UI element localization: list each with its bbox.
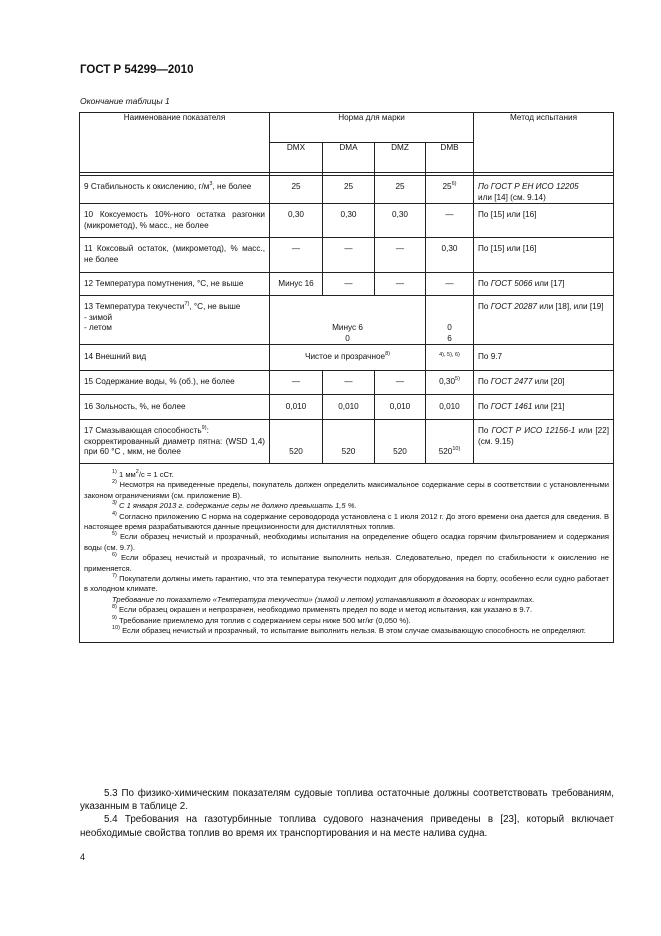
grade-dma: DMA (323, 143, 375, 173)
table-row: 12 Температура помутнения, °С, не выше Минус 16 — — — По ГОСТ 5066 или [17] (80, 272, 614, 296)
note-7: $^{7)}$ Покупатели должны иметь гарантию, что эта температура текучести подходит для оборудования на борту, особенно если судно работает в холодном климате. (84, 572, 610, 594)
table-row: 14 Внешний вид Чистое и прозрачное$^{8)}$ 4), 5), 6) По 9.7 (80, 345, 614, 371)
header-norm: Норма для марки (270, 113, 474, 143)
table-row: 10 Коксуемость 10%-ного остатка разгонки (микрометод), % масс., не более 0,30 0,30 0,30 — По [15] или [16] (80, 204, 614, 238)
note-4: $^{4)}$ Согласно приложению С норма на содержание сероводорода установлена с 1 июля 2012 г. До этого времени она дается для сведения. В настоящее время разрабатываются данные прецизионности для дистиллятных топлив. (84, 510, 610, 531)
note-9: $^{9)}$ Требование приемлемо для топлив с содержанием серы ниже 500 мг/кг (0,050 %). (112, 614, 411, 625)
grade-dmz: DMZ (375, 143, 426, 173)
document-id: ГОСТ Р 54299—2010 (80, 64, 194, 76)
table-row: 16 Зольность, %, не более 0,010 0,010 0,010 0,010 По ГОСТ 1461 или [21] (80, 394, 614, 420)
table-row: 13 Температура текучести$^{7)}$, °С, не выше - зимой - летом Минус 6 0 0 6 По ГОСТ 20287 или [18], или [19] (80, 296, 614, 345)
specs-table (79, 112, 614, 643)
paragraph-5-4: 5.4 Требования на газотурбинные топлива судового назначения приведены в [23], который включает необходимые свойства топлив во время их транспортирования и на месте налива судна. (80, 814, 614, 839)
note-2: $^{2)}$ Несмотря на приведенные пределы, покупатель должен определить максимальное содержание серы в соответствии с установленными законом ограничениями (см. приложение В). (84, 479, 610, 500)
note-1: $^{1)}$ 1 $мм^2/с = 1$ сСт. (112, 468, 174, 479)
note-3: $^{3)}$ С 1 января 2013 г. содержание серы не должно превышать 1,5 %. (112, 500, 357, 511)
header-indicator-name: Наименование показателя (80, 113, 270, 173)
table-caption: Окончание таблицы 1 (80, 96, 170, 106)
note-7-extra: Требование по показателю «Температура текучести» (зимой и летом) устанавливают в договорах и контрактах. (112, 594, 535, 604)
paragraph-5-3: 5.3 По физико-химическим показателям судовые топлива остаточные должны соответствовать требованиям, указанным в таблице 2. (80, 788, 614, 813)
note-5: $^{5)}$ Если образец нечистый и прозрачный, необходимы испытания на определение общего осадка горячим фильтрованием и содержания воды (см. 9.7). (84, 531, 610, 552)
page-number: 4 (80, 852, 86, 862)
table-row: 9 Стабильность к окислению, $г/м^3$, не более 25 25 25 25$^{6)}$ По ГОСТ Р ЕН ИСО 12205 или [14] (см. 9.14) (80, 176, 614, 204)
note-10: $^{10)}$ Если образец нечистый и прозрачный, то испытание выполнить нельзя. В этом случае смазывающую способность не определяют. (112, 625, 586, 635)
table-notes (80, 463, 614, 643)
note-8: $^{8)}$ Если образец окрашен и непрозрачен, необходимо применять предел по воде и метод испытания, как указано в 9.7. (112, 604, 533, 615)
grade-dmb: DMB (426, 143, 474, 173)
table-row: 17 Смазывающая способность$^{9)}$: скорректированный диаметр пятна: (WSD 1,4) при 60 °С , мкм, не более 520 520 520 520$^{10)}$ По ГОСТ Р ИСО 12156-1 или [22] (см. 9.15) (80, 420, 614, 464)
grade-dmx: DMX (270, 143, 323, 173)
note-6: $^{6)}$ Если образец нечистый и прозрачный, то испытание выполнить нельзя. Следовательно, предел по стабильности к окислению не применяется. (84, 552, 610, 573)
table-row: 15 Содержание воды, % (об.), не более — — — 0,30$^{5)}$ По ГОСТ 2477 или [20] (80, 370, 614, 394)
header-test-method: Метод испытания (474, 113, 614, 173)
table-row: 11 Коксовый остаток, (микрометод), % масс., не более — — — 0,30 По [15] или [16] (80, 238, 614, 272)
body-text (80, 787, 614, 840)
